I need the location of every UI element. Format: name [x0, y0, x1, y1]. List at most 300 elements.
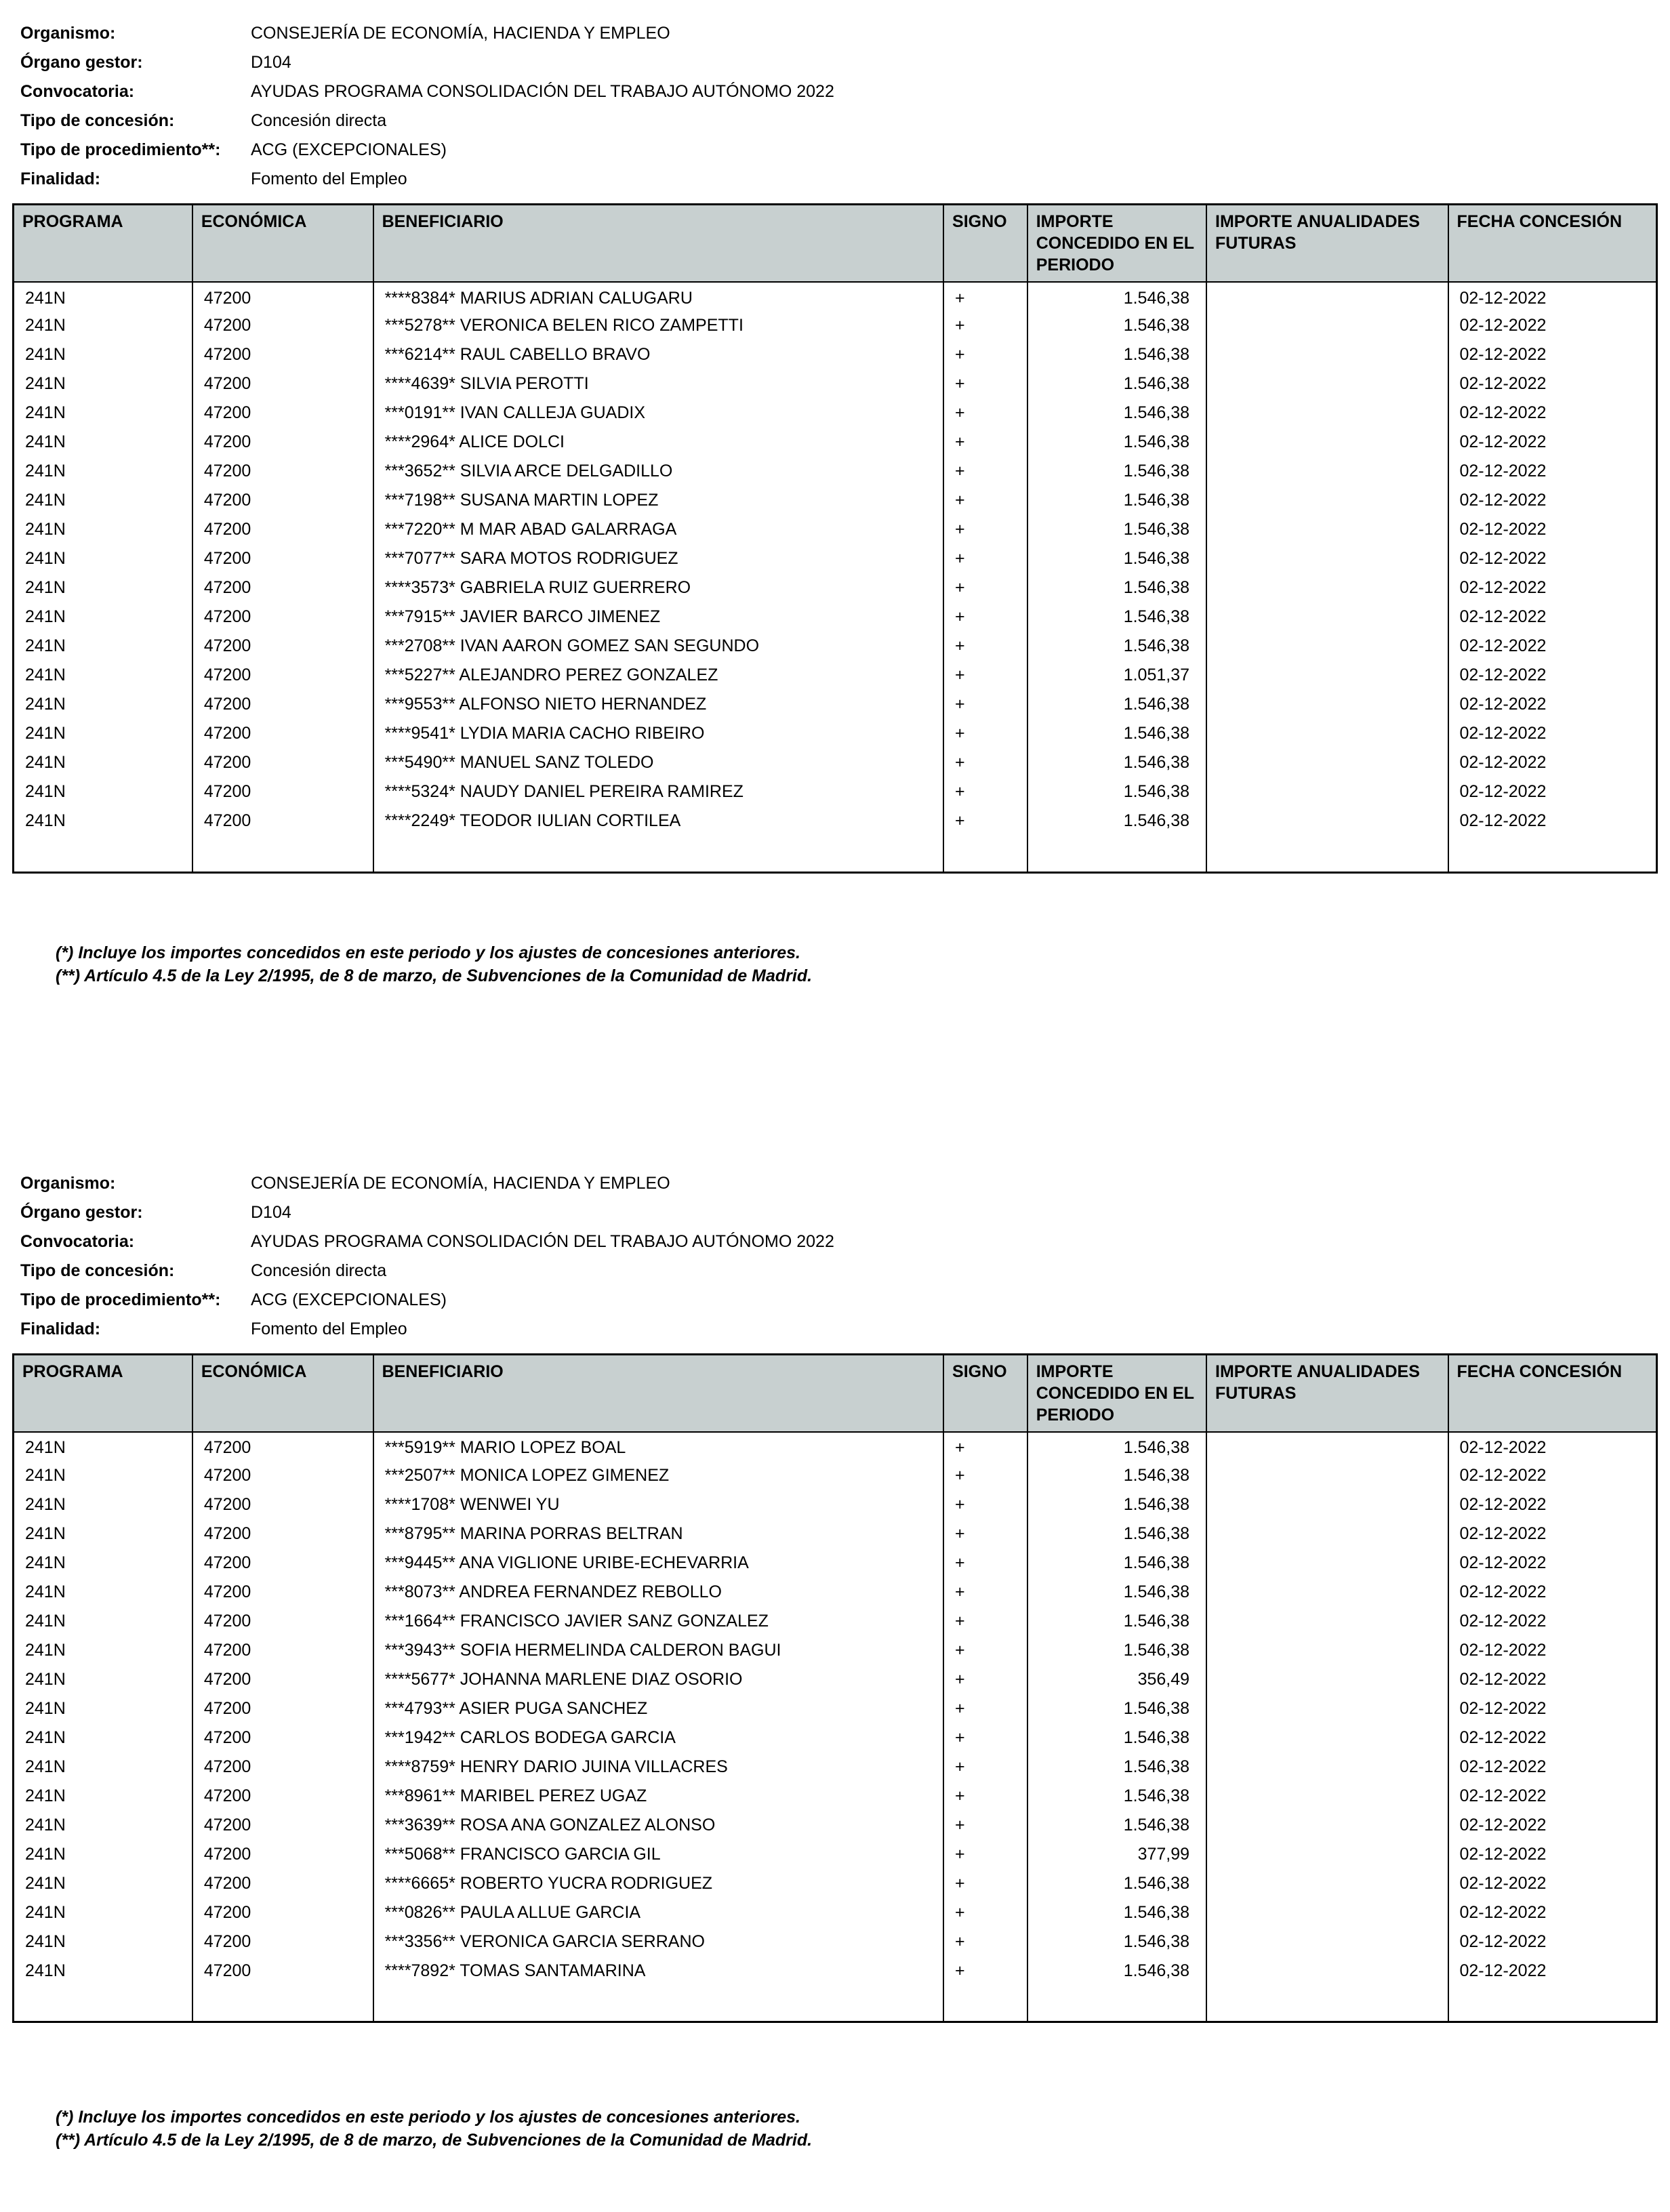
meta-row	[20, 1198, 1658, 1227]
spacer-row	[14, 1986, 1657, 2022]
table-row	[14, 1636, 1657, 1665]
spacer-cell	[192, 836, 373, 872]
cell: 1.546,38	[1027, 369, 1206, 398]
spacer-cell	[14, 836, 192, 872]
cell: +	[943, 777, 1027, 806]
cell: +	[943, 1723, 1027, 1753]
meta-row	[20, 48, 1658, 77]
cell: ****5677* JOHANNA MARLENE DIAZ OSORIO	[373, 1665, 943, 1694]
cell: 47200	[192, 1694, 373, 1723]
cell: 47200	[192, 1723, 373, 1753]
cell: 47200	[192, 544, 373, 573]
cell: 241N	[14, 515, 192, 544]
cell: 1.546,38	[1027, 1432, 1206, 1461]
cell: +	[943, 1898, 1027, 1927]
cell: 02-12-2022	[1448, 719, 1657, 748]
grants-table	[12, 1353, 1658, 2024]
meta-row	[20, 1256, 1658, 1286]
column-header: IMPORTE CONCEDIDO EN EL PERIODO	[1027, 1354, 1206, 1432]
cell: ***9553** ALFONSO NIETO HERNANDEZ	[373, 690, 943, 719]
cell: 241N	[14, 428, 192, 457]
cell: +	[943, 486, 1027, 515]
spacer-row	[14, 836, 1657, 872]
table-row	[14, 398, 1657, 428]
cell: 47200	[192, 369, 373, 398]
cell: 02-12-2022	[1448, 486, 1657, 515]
cell: ***3639** ROSA ANA GONZALEZ ALONSO	[373, 1811, 943, 1840]
cell: 1.546,38	[1027, 1957, 1206, 1986]
cell: 47200	[192, 806, 373, 836]
cell: 02-12-2022	[1448, 1636, 1657, 1665]
cell: 02-12-2022	[1448, 515, 1657, 544]
cell: 02-12-2022	[1448, 748, 1657, 777]
cell: 02-12-2022	[1448, 457, 1657, 486]
cell: 1.051,37	[1027, 661, 1206, 690]
cell: 1.546,38	[1027, 282, 1206, 311]
cell: 241N	[14, 1898, 192, 1927]
column-header: BENEFICIARIO	[373, 1354, 943, 1432]
grants-table	[12, 203, 1658, 874]
cell: ****9541* LYDIA MARIA CACHO RIBEIRO	[373, 719, 943, 748]
spacer-cell	[373, 1986, 943, 2022]
table-row	[14, 1753, 1657, 1782]
cell: ***7915** JAVIER BARCO JIMENEZ	[373, 602, 943, 632]
cell: 241N	[14, 1519, 192, 1549]
column-header: ECONÓMICA	[192, 205, 373, 283]
column-header: SIGNO	[943, 1354, 1027, 1432]
cell: ***4793** ASIER PUGA SANCHEZ	[373, 1694, 943, 1723]
meta-label: Tipo de concesión:	[20, 1261, 175, 1280]
cell: 241N	[14, 573, 192, 602]
cell	[1206, 1811, 1448, 1840]
table-row	[14, 1869, 1657, 1898]
meta-row	[20, 1169, 1658, 1198]
cell: ***5068** FRANCISCO GARCIA GIL	[373, 1840, 943, 1869]
cell: 1.546,38	[1027, 1519, 1206, 1549]
table-row	[14, 661, 1657, 690]
cell: +	[943, 340, 1027, 369]
cell: 1.546,38	[1027, 1549, 1206, 1578]
table-header-row	[14, 1354, 1657, 1432]
cell: 1.546,38	[1027, 1636, 1206, 1665]
cell: 241N	[14, 340, 192, 369]
cell	[1206, 1753, 1448, 1782]
cell: ***5227** ALEJANDRO PEREZ GONZALEZ	[373, 661, 943, 690]
table-row	[14, 1927, 1657, 1957]
cell	[1206, 1927, 1448, 1957]
cell: 47200	[192, 632, 373, 661]
cell	[1206, 428, 1448, 457]
cell: 02-12-2022	[1448, 602, 1657, 632]
cell: 47200	[192, 1782, 373, 1811]
column-header: SIGNO	[943, 205, 1027, 283]
table-row	[14, 1723, 1657, 1753]
column-header: IMPORTE CONCEDIDO EN EL PERIODO	[1027, 205, 1206, 283]
cell	[1206, 1578, 1448, 1607]
cell: 02-12-2022	[1448, 1549, 1657, 1578]
cell: 02-12-2022	[1448, 1782, 1657, 1811]
note-line: (*) Incluye los importes concedidos en este periodo y los ajustes de concesiones anteriores.	[56, 943, 800, 962]
meta-block	[20, 19, 1658, 194]
table-row	[14, 1665, 1657, 1694]
cell: 241N	[14, 1432, 192, 1461]
cell: +	[943, 311, 1027, 340]
cell	[1206, 748, 1448, 777]
cell: 241N	[14, 1811, 192, 1840]
cell: 241N	[14, 719, 192, 748]
cell: 02-12-2022	[1448, 806, 1657, 836]
spacer-cell	[192, 1986, 373, 2022]
cell: 02-12-2022	[1448, 1927, 1657, 1957]
cell: 02-12-2022	[1448, 632, 1657, 661]
table-row	[14, 544, 1657, 573]
cell: 02-12-2022	[1448, 311, 1657, 340]
meta-value: D104	[251, 1202, 291, 1222]
cell: 1.546,38	[1027, 1723, 1206, 1753]
grant-section	[12, 1169, 1658, 2152]
cell: 241N	[14, 1490, 192, 1519]
cell: +	[943, 661, 1027, 690]
cell: 241N	[14, 1461, 192, 1490]
cell: 02-12-2022	[1448, 1753, 1657, 1782]
cell: +	[943, 544, 1027, 573]
cell: 241N	[14, 661, 192, 690]
cell: 241N	[14, 1578, 192, 1607]
cell: 1.546,38	[1027, 690, 1206, 719]
notes	[56, 2106, 1658, 2152]
cell: 47200	[192, 457, 373, 486]
cell: 47200	[192, 661, 373, 690]
cell: ***0191** IVAN CALLEJA GUADIX	[373, 398, 943, 428]
table-row	[14, 1519, 1657, 1549]
cell: +	[943, 457, 1027, 486]
cell: ***7198** SUSANA MARTIN LOPEZ	[373, 486, 943, 515]
table-row	[14, 486, 1657, 515]
cell: 241N	[14, 398, 192, 428]
cell: 1.546,38	[1027, 311, 1206, 340]
cell: 02-12-2022	[1448, 690, 1657, 719]
cell: 356,49	[1027, 1665, 1206, 1694]
table-row	[14, 719, 1657, 748]
cell	[1206, 719, 1448, 748]
cell	[1206, 602, 1448, 632]
table-row	[14, 1898, 1657, 1927]
cell: 02-12-2022	[1448, 428, 1657, 457]
spacer-cell	[1206, 836, 1448, 872]
cell: 47200	[192, 1840, 373, 1869]
cell: ****3573* GABRIELA RUIZ GUERRERO	[373, 573, 943, 602]
cell: 241N	[14, 369, 192, 398]
cell: 241N	[14, 748, 192, 777]
cell: 241N	[14, 806, 192, 836]
cell: 1.546,38	[1027, 748, 1206, 777]
cell: +	[943, 1753, 1027, 1782]
cell	[1206, 573, 1448, 602]
cell: ****6665* ROBERTO YUCRA RODRIGUEZ	[373, 1869, 943, 1898]
cell: 47200	[192, 1957, 373, 1986]
cell: 02-12-2022	[1448, 369, 1657, 398]
cell	[1206, 282, 1448, 311]
table-row	[14, 1461, 1657, 1490]
cell: 241N	[14, 1607, 192, 1636]
cell: 47200	[192, 1519, 373, 1549]
cell: 241N	[14, 1694, 192, 1723]
meta-row	[20, 1286, 1658, 1315]
cell: ***8073** ANDREA FERNANDEZ REBOLLO	[373, 1578, 943, 1607]
cell: 47200	[192, 1898, 373, 1927]
table-row	[14, 311, 1657, 340]
meta-label: Tipo de procedimiento**:	[20, 140, 221, 159]
meta-label: Finalidad:	[20, 169, 101, 188]
cell: +	[943, 282, 1027, 311]
cell	[1206, 1636, 1448, 1665]
cell	[1206, 1490, 1448, 1519]
spacer-cell	[943, 1986, 1027, 2022]
cell: +	[943, 428, 1027, 457]
meta-label: Organismo:	[20, 24, 116, 43]
cell: ***1942** CARLOS BODEGA GARCIA	[373, 1723, 943, 1753]
cell: +	[943, 632, 1027, 661]
table-row	[14, 1782, 1657, 1811]
cell: ****4639* SILVIA PEROTTI	[373, 369, 943, 398]
cell: 241N	[14, 457, 192, 486]
table-row	[14, 1811, 1657, 1840]
cell: 1.546,38	[1027, 1753, 1206, 1782]
cell: +	[943, 398, 1027, 428]
cell: 47200	[192, 1578, 373, 1607]
cell	[1206, 1519, 1448, 1549]
cell: +	[943, 719, 1027, 748]
meta-label: Órgano gestor:	[20, 53, 143, 72]
cell: +	[943, 602, 1027, 632]
table-row	[14, 457, 1657, 486]
cell: 241N	[14, 1723, 192, 1753]
cell	[1206, 1432, 1448, 1461]
table-row	[14, 1578, 1657, 1607]
cell: 241N	[14, 311, 192, 340]
table-row	[14, 1549, 1657, 1578]
cell: 47200	[192, 777, 373, 806]
cell: 47200	[192, 515, 373, 544]
cell: 1.546,38	[1027, 719, 1206, 748]
cell: +	[943, 1519, 1027, 1549]
cell: 1.546,38	[1027, 544, 1206, 573]
cell: ***5278** VERONICA BELEN RICO ZAMPETTI	[373, 311, 943, 340]
cell: 1.546,38	[1027, 1694, 1206, 1723]
cell: +	[943, 748, 1027, 777]
cell: +	[943, 1811, 1027, 1840]
table-row	[14, 1957, 1657, 1986]
column-header: ECONÓMICA	[192, 1354, 373, 1432]
cell: 1.546,38	[1027, 1461, 1206, 1490]
cell: 02-12-2022	[1448, 1432, 1657, 1461]
meta-row	[20, 165, 1658, 194]
cell	[1206, 1840, 1448, 1869]
table-row	[14, 602, 1657, 632]
cell	[1206, 515, 1448, 544]
spacer-cell	[943, 836, 1027, 872]
table-row	[14, 1694, 1657, 1723]
cell: 241N	[14, 690, 192, 719]
cell: 241N	[14, 544, 192, 573]
cell: 241N	[14, 632, 192, 661]
cell: ***3943** SOFIA HERMELINDA CALDERON BAGUI	[373, 1636, 943, 1665]
cell: ***0826** PAULA ALLUE GARCIA	[373, 1898, 943, 1927]
meta-value: Fomento del Empleo	[251, 169, 407, 188]
cell	[1206, 806, 1448, 836]
table-row	[14, 369, 1657, 398]
cell: 241N	[14, 1665, 192, 1694]
cell: +	[943, 1927, 1027, 1957]
cell	[1206, 1898, 1448, 1927]
cell: +	[943, 573, 1027, 602]
meta-value: ACG (EXCEPCIONALES)	[251, 1290, 447, 1309]
cell: 47200	[192, 1490, 373, 1519]
cell: 1.546,38	[1027, 1898, 1206, 1927]
cell	[1206, 632, 1448, 661]
cell: 02-12-2022	[1448, 1869, 1657, 1898]
cell: 241N	[14, 1636, 192, 1665]
table-row	[14, 282, 1657, 311]
cell: 02-12-2022	[1448, 1957, 1657, 1986]
cell: +	[943, 1869, 1027, 1898]
cell: 47200	[192, 1811, 373, 1840]
note-line: (**) Artículo 4.5 de la Ley 2/1995, de 8 de marzo, de Subvenciones de la Comunidad de Madrid.	[56, 2131, 813, 2150]
cell	[1206, 1665, 1448, 1694]
cell: 47200	[192, 719, 373, 748]
spacer-cell	[1448, 836, 1657, 872]
column-header: BENEFICIARIO	[373, 205, 943, 283]
cell: +	[943, 1607, 1027, 1636]
cell: 241N	[14, 1782, 192, 1811]
cell: ****5324* NAUDY DANIEL PEREIRA RAMIREZ	[373, 777, 943, 806]
cell	[1206, 1782, 1448, 1811]
meta-value: Concesión directa	[251, 1261, 387, 1280]
cell: +	[943, 1782, 1027, 1811]
table-row	[14, 1432, 1657, 1461]
cell: ****7892* TOMAS SANTAMARINA	[373, 1957, 943, 1986]
cell: +	[943, 1461, 1027, 1490]
table-row	[14, 748, 1657, 777]
cell: 02-12-2022	[1448, 1811, 1657, 1840]
cell: ****8384* MARIUS ADRIAN CALUGARU	[373, 282, 943, 311]
cell: 241N	[14, 1957, 192, 1986]
cell: +	[943, 515, 1027, 544]
cell: ****8759* HENRY DARIO JUINA VILLACRES	[373, 1753, 943, 1782]
column-header: PROGRAMA	[14, 1354, 192, 1432]
cell: 02-12-2022	[1448, 340, 1657, 369]
cell: 02-12-2022	[1448, 1665, 1657, 1694]
meta-value: AYUDAS PROGRAMA CONSOLIDACIÓN DEL TRABAJO AUTÓNOMO 2022	[251, 82, 834, 101]
cell: ****2249* TEODOR IULIAN CORTILEA	[373, 806, 943, 836]
meta-row	[20, 1315, 1658, 1344]
cell: 47200	[192, 690, 373, 719]
cell	[1206, 1957, 1448, 1986]
cell	[1206, 1607, 1448, 1636]
cell	[1206, 369, 1448, 398]
cell: +	[943, 1490, 1027, 1519]
meta-row	[20, 19, 1658, 48]
table-row	[14, 340, 1657, 369]
spacer-cell	[1027, 836, 1206, 872]
cell: 241N	[14, 282, 192, 311]
cell: +	[943, 806, 1027, 836]
cell: 47200	[192, 282, 373, 311]
cell: 02-12-2022	[1448, 661, 1657, 690]
cell: 1.546,38	[1027, 573, 1206, 602]
meta-label: Tipo de concesión:	[20, 111, 175, 130]
meta-value: CONSEJERÍA DE ECONOMÍA, HACIENDA Y EMPLEO	[251, 1173, 670, 1193]
table-row	[14, 1607, 1657, 1636]
cell: 1.546,38	[1027, 602, 1206, 632]
cell: 47200	[192, 1753, 373, 1782]
cell	[1206, 1723, 1448, 1753]
table-row	[14, 1840, 1657, 1869]
cell: 241N	[14, 486, 192, 515]
cell: 02-12-2022	[1448, 1490, 1657, 1519]
cell: 02-12-2022	[1448, 1607, 1657, 1636]
cell: 02-12-2022	[1448, 544, 1657, 573]
cell: 02-12-2022	[1448, 1840, 1657, 1869]
table-row	[14, 777, 1657, 806]
grant-section	[12, 19, 1658, 987]
cell: 47200	[192, 486, 373, 515]
cell: +	[943, 1694, 1027, 1723]
table-row	[14, 1490, 1657, 1519]
cell: ***3356** VERONICA GARCIA SERRANO	[373, 1927, 943, 1957]
spacer-cell	[1027, 1986, 1206, 2022]
cell: 47200	[192, 1432, 373, 1461]
meta-label: Convocatoria:	[20, 1231, 135, 1251]
cell: ***1664** FRANCISCO JAVIER SANZ GONZALEZ	[373, 1607, 943, 1636]
note-line: (*) Incluye los importes concedidos en este periodo y los ajustes de concesiones anteriores.	[56, 2108, 800, 2127]
cell: 1.546,38	[1027, 457, 1206, 486]
spacer-cell	[1206, 1986, 1448, 2022]
meta-label: Órgano gestor:	[20, 1202, 143, 1222]
cell: 241N	[14, 1549, 192, 1578]
spacer-cell	[373, 836, 943, 872]
column-header: PROGRAMA	[14, 205, 192, 283]
cell: 1.546,38	[1027, 1607, 1206, 1636]
meta-value: Fomento del Empleo	[251, 1319, 407, 1338]
cell: 47200	[192, 1665, 373, 1694]
table-header-row	[14, 205, 1657, 283]
cell	[1206, 1461, 1448, 1490]
cell	[1206, 1869, 1448, 1898]
cell: 1.546,38	[1027, 486, 1206, 515]
cell: +	[943, 1840, 1027, 1869]
cell: 47200	[192, 1636, 373, 1665]
cell: 02-12-2022	[1448, 573, 1657, 602]
cell: 1.546,38	[1027, 340, 1206, 369]
meta-row	[20, 77, 1658, 106]
cell	[1206, 661, 1448, 690]
cell: 02-12-2022	[1448, 777, 1657, 806]
cell: ***5490** MANUEL SANZ TOLEDO	[373, 748, 943, 777]
cell: 47200	[192, 340, 373, 369]
cell: 377,99	[1027, 1840, 1206, 1869]
cell: ****2964* ALICE DOLCI	[373, 428, 943, 457]
table-row	[14, 428, 1657, 457]
note-line: (**) Artículo 4.5 de la Ley 2/1995, de 8 de marzo, de Subvenciones de la Comunidad de Madrid.	[56, 966, 813, 985]
cell	[1206, 1694, 1448, 1723]
cell: ***5919** MARIO LOPEZ BOAL	[373, 1432, 943, 1461]
cell	[1206, 1549, 1448, 1578]
cell: 1.546,38	[1027, 1578, 1206, 1607]
cell: 1.546,38	[1027, 1490, 1206, 1519]
cell	[1206, 398, 1448, 428]
spacer-cell	[14, 1986, 192, 2022]
